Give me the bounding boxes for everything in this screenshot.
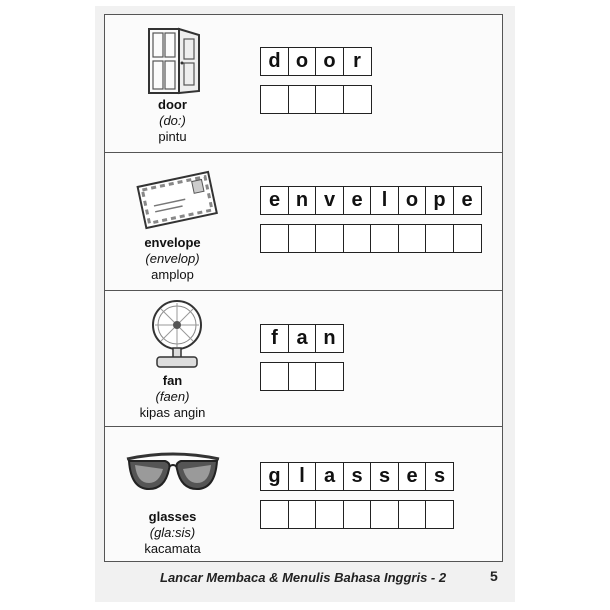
answer-cell[interactable] (315, 362, 344, 391)
letter-cell: n (315, 324, 344, 353)
letter-cell: o (288, 47, 317, 76)
glasses-icon (123, 449, 223, 499)
letter-cell: v (315, 186, 344, 215)
letter-cell: f (260, 324, 289, 353)
answer-boxes (260, 85, 370, 114)
word-meaning: kipas angin (139, 405, 206, 420)
answer-cell[interactable] (288, 500, 317, 529)
exercise-row-glasses (105, 427, 502, 563)
answer-cell[interactable] (288, 362, 317, 391)
word-label (125, 509, 220, 557)
page-number: 5 (490, 568, 498, 584)
answer-cell[interactable] (398, 224, 427, 253)
exercise-row-door (105, 15, 502, 153)
answer-cell[interactable] (425, 500, 454, 529)
word-phonetic: (faen) (155, 389, 190, 404)
letter-cell: e (453, 186, 482, 215)
word-phonetic: (gla:sis) (149, 525, 196, 540)
fan-icon (147, 297, 207, 371)
letter-cell: e (398, 462, 427, 491)
word-label (125, 97, 220, 145)
letter-cell: g (260, 462, 289, 491)
answer-cell[interactable] (288, 85, 317, 114)
answer-boxes (260, 500, 453, 529)
answer-cell[interactable] (260, 85, 289, 114)
answer-cell[interactable] (260, 224, 289, 253)
answer-cell[interactable] (288, 224, 317, 253)
answer-cell[interactable] (315, 85, 344, 114)
letter-cell: l (370, 186, 399, 215)
word-english: door (158, 97, 187, 112)
letter-boxes (260, 462, 453, 491)
answer-cell[interactable] (315, 224, 344, 253)
letter-cell: a (315, 462, 344, 491)
word-label (125, 373, 220, 421)
exercise-row-envelope (105, 153, 502, 291)
word-phonetic: (envelop) (145, 251, 200, 266)
answer-cell[interactable] (398, 500, 427, 529)
letter-cell: a (288, 324, 317, 353)
door-icon (143, 25, 205, 97)
letter-cell: l (288, 462, 317, 491)
letter-cell: s (425, 462, 454, 491)
answer-cell[interactable] (260, 362, 289, 391)
answer-boxes (260, 224, 480, 253)
word-meaning: kacamata (144, 541, 201, 556)
letter-boxes (260, 47, 370, 76)
letter-cell: s (370, 462, 399, 491)
letter-boxes (260, 324, 343, 353)
word-meaning: pintu (158, 129, 187, 144)
exercise-frame (104, 14, 503, 562)
letter-cell: r (343, 47, 372, 76)
word-english: fan (162, 373, 183, 388)
letter-cell: p (425, 186, 454, 215)
answer-cell[interactable] (425, 224, 454, 253)
answer-cell[interactable] (315, 500, 344, 529)
letter-cell: d (260, 47, 289, 76)
footer-title: Lancar Membaca & Menulis Bahasa Inggris - 2 (160, 570, 447, 585)
word-phonetic: (do:) (159, 113, 186, 128)
answer-cell[interactable] (370, 224, 399, 253)
answer-cell[interactable] (370, 500, 399, 529)
letter-cell: e (260, 186, 289, 215)
answer-cell[interactable] (260, 500, 289, 529)
letter-boxes (260, 186, 480, 215)
answer-boxes (260, 362, 343, 391)
word-english: glasses (148, 509, 197, 524)
answer-cell[interactable] (343, 224, 372, 253)
letter-cell: n (288, 186, 317, 215)
letter-cell: o (398, 186, 427, 215)
envelope-icon (133, 167, 221, 231)
letter-cell: e (343, 186, 372, 215)
letter-cell: s (343, 462, 372, 491)
word-english: envelope (144, 235, 201, 250)
word-meaning: amplop (151, 267, 194, 282)
answer-cell[interactable] (343, 85, 372, 114)
exercise-row-fan (105, 291, 502, 427)
answer-cell[interactable] (453, 224, 482, 253)
word-label (125, 235, 220, 283)
letter-cell: o (315, 47, 344, 76)
answer-cell[interactable] (343, 500, 372, 529)
